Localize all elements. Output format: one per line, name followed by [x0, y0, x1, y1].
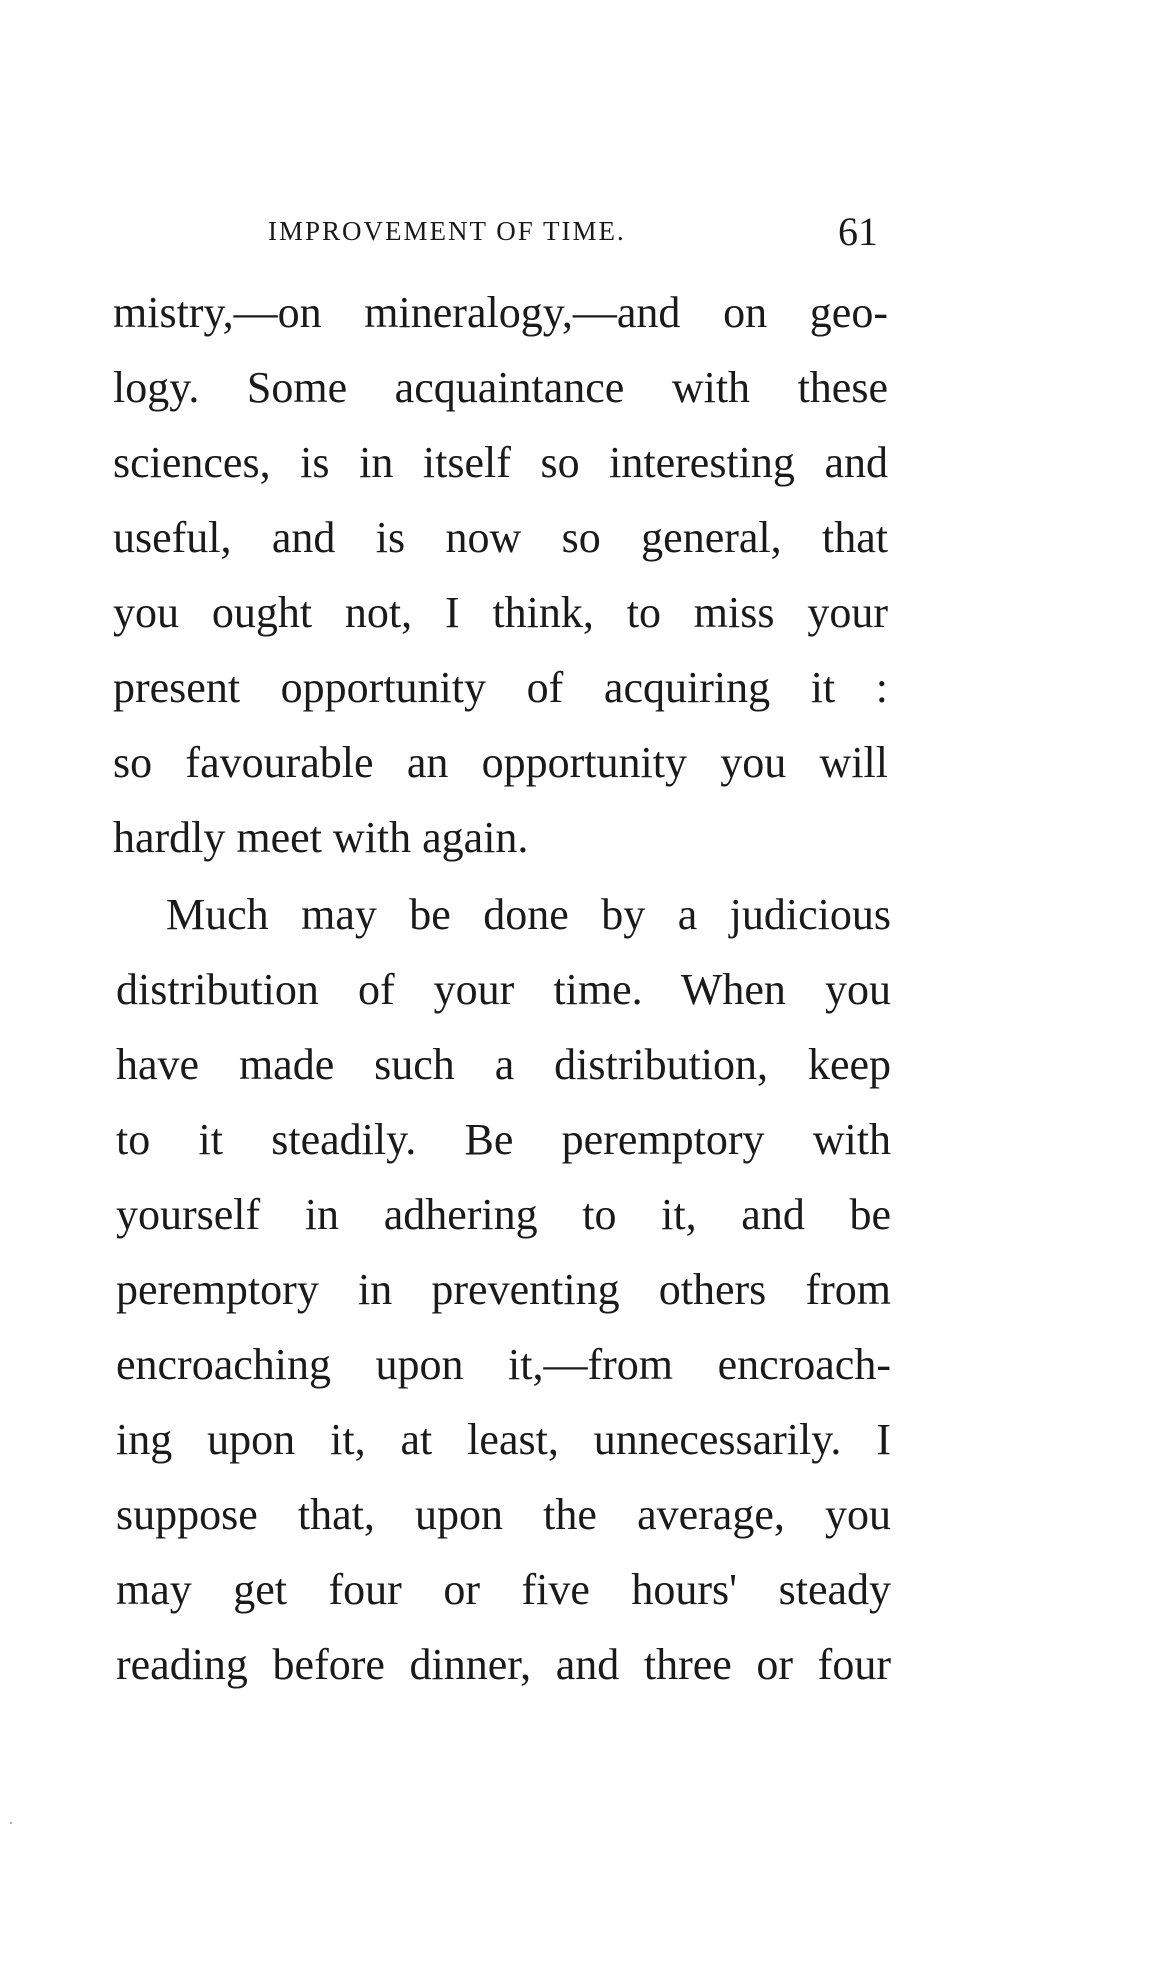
text-line: present opportunity of acquiring it :	[113, 663, 888, 712]
text-line: to it steadily. Be peremptory with	[116, 1115, 891, 1164]
text-line: you ought not, I think, to miss your	[113, 588, 888, 637]
text-line: so favourable an opportunity you will	[113, 738, 888, 787]
page-number: 61	[838, 209, 878, 254]
paragraph-2	[116, 877, 891, 1702]
text-line: useful, and is now so general, that	[113, 513, 888, 562]
text-line: have made such a distribution, keep	[116, 1040, 891, 1089]
text-line: hardly meet with again.	[113, 813, 529, 862]
text-line: Much may be done by a judicious	[166, 890, 891, 939]
text-line: sciences, is in itself so interesting and	[113, 438, 888, 487]
text-line: yourself in adhering to it, and be	[116, 1190, 891, 1239]
text-line: may get four or five hours' steady	[116, 1565, 891, 1614]
text-line: logy. Some acquaintance with these	[113, 363, 888, 412]
running-head	[268, 208, 878, 252]
text-line: ing upon it, at least, unnecessarily. I	[116, 1415, 891, 1464]
paragraph-1	[113, 275, 888, 875]
paper-speck	[10, 1822, 12, 1824]
text-line: reading before dinner, and three or four	[116, 1640, 891, 1689]
text-line: mistry,—on mineralogy,—and on geo-	[113, 288, 888, 337]
text-line: encroaching upon it,—from encroach-	[116, 1340, 891, 1389]
running-title: IMPROVEMENT OF TIME.	[268, 216, 626, 246]
text-line: distribution of your time. When you	[116, 965, 891, 1014]
text-line: suppose that, upon the average, you	[116, 1490, 891, 1539]
text-line: peremptory in preventing others from	[116, 1265, 891, 1314]
